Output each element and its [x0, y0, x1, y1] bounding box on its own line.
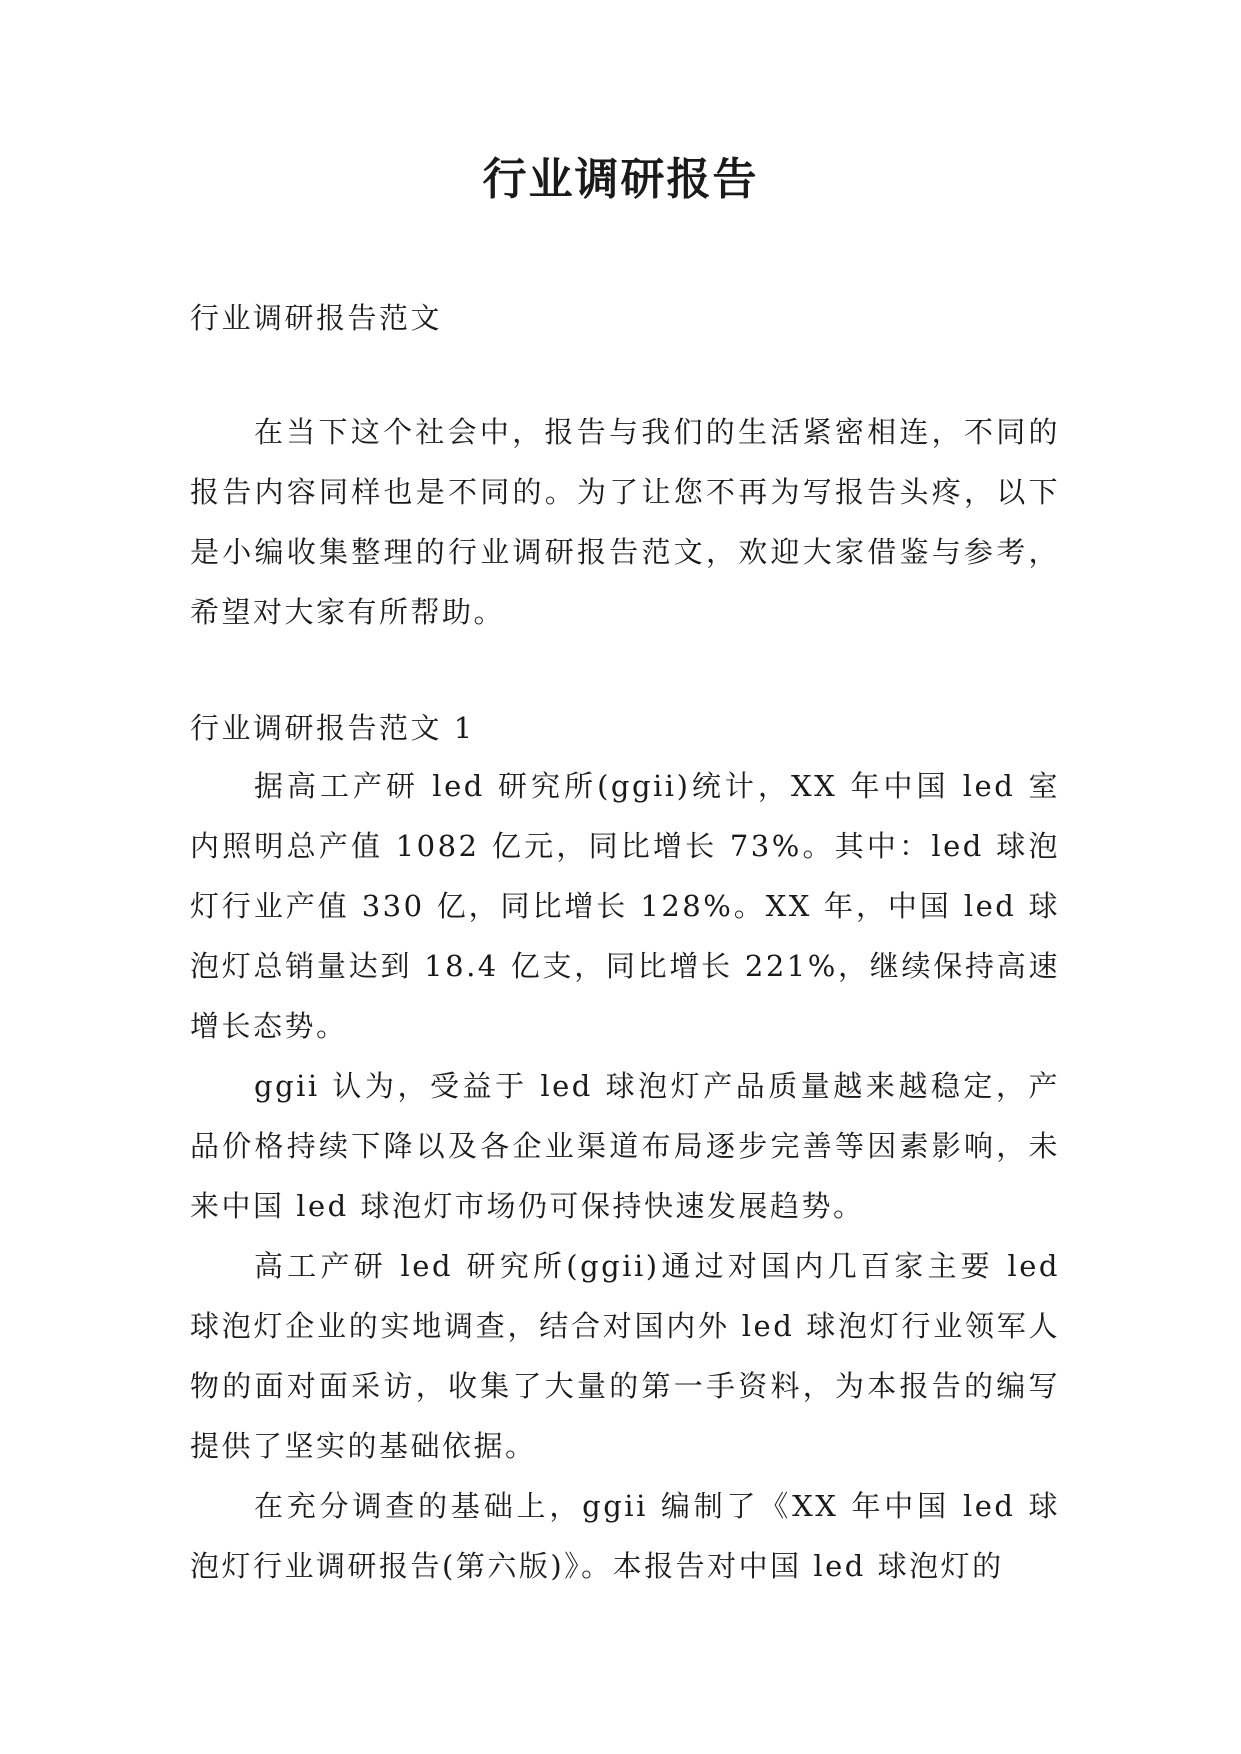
- body-paragraph-4: 在充分调查的基础上，ggii 编制了《XX 年中国 led 球泡灯行业调研报告(第六版)》。本报告对中国 led 球泡灯的: [190, 1489, 1060, 1583]
- body-paragraph-1: 据高工产研 led 研究所(ggii)统计，XX 年中国 led 室内照明总产值 1082 亿元，同比增长 73%。其中：led 球泡灯行业产值 330 亿，同比增长 128%。XX 年，中国 led 球泡灯总销量达到 18.4 亿支，同比增长 221%，继续保持高速增长态势。: [190, 769, 1060, 1043]
- intro-paragraph: 在当下这个社会中，报告与我们的生活紧密相连，不同的报告内容同样也是不同的。为了让您不再为写报告头疼，以下是小编收集整理的行业调研报告范文，欢迎大家借鉴与参考，希望对大家有所帮助。: [190, 415, 1060, 629]
- section-body: [190, 756, 1060, 1596]
- body-paragraph-2: ggii 认为，受益于 led 球泡灯产品质量越来越稳定，产品价格持续下降以及各企业渠道布局逐步完善等因素影响，未来中国 led 球泡灯市场仍可保持快速发展趋势。: [190, 1069, 1060, 1223]
- page-title: 行业调研报告: [482, 154, 759, 205]
- document-subtitle: 行业调研报告范文: [190, 301, 443, 335]
- body-paragraph-3: 高工产研 led 研究所(ggii)通过对国内几百家主要 led 球泡灯企业的实地调查，结合对国内外 led 球泡灯行业领军人物的面对面采访，收集了大量的第一手资料，为本报告的编写提供了坚实的基础依据。: [190, 1249, 1060, 1463]
- section-heading: 行业调研报告范文 1: [190, 711, 475, 745]
